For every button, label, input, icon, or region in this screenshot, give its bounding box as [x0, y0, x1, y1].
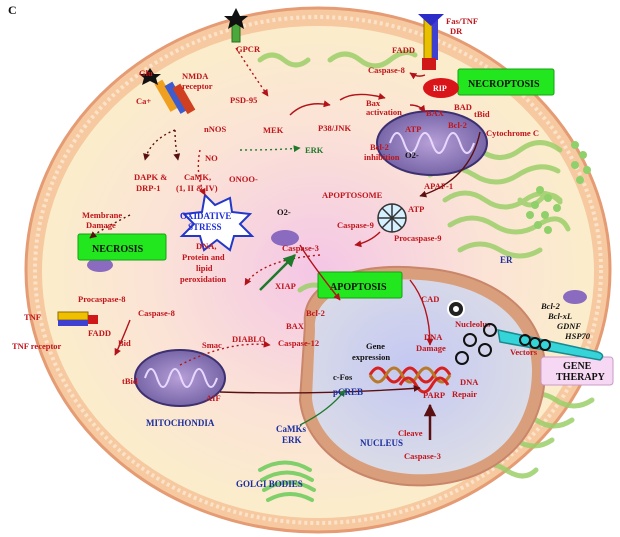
gdnf-gene-therapy: GDNF — [557, 321, 582, 331]
bcl2-inhibition-line1: Bcl-2 — [370, 142, 389, 152]
bclxl-gene-therapy: Bcl-xL — [548, 311, 573, 321]
fadd-top: FADD — [392, 45, 415, 55]
atp-top: ATP — [405, 124, 422, 134]
erk-mid-label: ERK — [305, 145, 324, 155]
bcl2-inhibition-line2: inhibition — [364, 152, 400, 162]
apaf1-label: APAF-1 — [424, 181, 454, 191]
bcl2-top: Bcl-2 — [448, 120, 467, 130]
xiap-label: XIAP — [275, 281, 296, 291]
mek-label: MEK — [263, 125, 284, 135]
caspase3-mid-label: Caspase-3 — [282, 243, 319, 253]
gene-expression-line2: expression — [352, 352, 391, 362]
atp-mid: ATP — [408, 204, 425, 214]
dna-repair-line2: Repair — [452, 389, 478, 399]
tnf-receptor-label: TNF receptor — [12, 341, 62, 351]
diablo-label: DIABLO — [232, 334, 266, 344]
necrosis-label: NECROSIS — [92, 244, 144, 255]
cleave-label: Cleave — [398, 428, 423, 438]
membrane-damage-line1: Membrane — [82, 210, 123, 220]
glu-label: Glu — [139, 68, 153, 78]
caspase8-top: Caspase-8 — [368, 65, 405, 75]
rip-label: RIP — [433, 84, 447, 93]
onoo-label: ONOO- — [229, 174, 258, 184]
bcl2-gene-therapy: Bcl-2 — [541, 301, 560, 311]
bax-low-label: BAX — [286, 321, 304, 331]
nucleolus — [448, 301, 464, 317]
small-mitochondrion — [563, 290, 587, 304]
nucleolus-label: Nucleolus — [455, 319, 491, 329]
camks-line2: ERK — [282, 435, 302, 445]
panel-label: C — [8, 3, 17, 17]
parp-label: PARP — [423, 390, 446, 400]
no-label: NO — [205, 153, 218, 163]
camk-line1: CaMK, — [184, 172, 212, 182]
tbid-top: tBid — [474, 109, 490, 119]
fas-tnf-line1: Fas/TNF — [446, 16, 479, 26]
psd95-label: PSD-95 — [230, 95, 258, 105]
er-label: ER — [500, 255, 513, 265]
gene-expression-line1: Gene — [366, 341, 385, 351]
dna-damage-left-line2: Protein and — [182, 252, 225, 262]
caspase3-low-label: Caspase-3 — [404, 451, 441, 461]
gene-therapy-line2: THERAPY — [556, 372, 605, 383]
bax-top: BAX — [426, 108, 444, 118]
dna-damage-left-line3: lipid — [196, 263, 213, 273]
cytochrome-c-label: Cytochrome C — [486, 128, 539, 138]
necroptosis-box — [458, 69, 554, 95]
procaspase9-label: Procaspase-9 — [394, 233, 442, 243]
necroptosis-label: NECROPTOSIS — [468, 79, 540, 90]
procaspase8-label: Procaspase-8 — [78, 294, 126, 304]
vectors-label: Vectors — [510, 347, 538, 357]
mitochondria-label: MITOCHONDIA — [146, 418, 215, 428]
apoptosome — [378, 204, 406, 232]
membrane-damage-line2: Damage — [86, 220, 116, 230]
dna-damage-nuc-line2: Damage — [416, 343, 446, 353]
dna-damage-left-line1: DNA, — [196, 241, 217, 251]
caspase12-label: Caspase-12 — [278, 338, 320, 348]
gpcr-label: GPCR — [236, 44, 261, 54]
bax-activation-line2: activation — [366, 107, 402, 117]
smac-label: Smac — [202, 340, 222, 350]
apoptosis-label: APOPTOSIS — [330, 282, 387, 293]
nnos-label: nNOS — [204, 124, 227, 134]
c-fos-label: c-Fos — [333, 372, 353, 382]
fadd-left-label: FADD — [88, 328, 111, 338]
o2-minus-mid: O2- — [277, 207, 291, 217]
dapk-line2: DRP-1 — [136, 183, 161, 193]
aif-label: AIF — [206, 393, 221, 403]
ca-label: Ca+ — [136, 96, 152, 106]
dna-damage-left-line4: peroxidation — [180, 274, 227, 284]
mitochondria-top — [377, 111, 487, 175]
camks-line1: CaMKs — [276, 424, 306, 434]
apoptosome-label: APOPTOSOME — [322, 190, 383, 200]
golgi-label: GOLGI BODIES — [236, 479, 303, 489]
bax-activation-line1: Bax — [366, 98, 381, 108]
oxidative-stress-line2: STRESS — [188, 222, 222, 232]
bid-label: Bid — [118, 338, 131, 348]
nucleus-label: NUCLEUS — [360, 438, 404, 448]
bad-label: BAD — [454, 102, 472, 112]
hsp70-gene-therapy: HSP70 — [565, 331, 591, 341]
gene-therapy-box — [541, 357, 613, 385]
camk-line2: (1, II & IV) — [176, 183, 218, 193]
nmda-line2: receptor — [182, 81, 213, 91]
oxidative-stress-line1: OXIDATIVE — [180, 211, 232, 221]
fas-tnf-line2: DR — [450, 26, 463, 36]
dna-repair-line1: DNA — [460, 377, 479, 387]
o2-minus-top: O2- — [405, 150, 419, 160]
dna-damage-nuc-line1: DNA — [424, 332, 443, 342]
p38-jnk-label: P38/JNK — [318, 123, 352, 133]
caspase8-left-label: Caspase-8 — [138, 308, 175, 318]
bcl2-low-label: Bcl-2 — [306, 308, 325, 318]
nmda-line1: NMDA — [182, 71, 209, 81]
cad-label: CAD — [421, 294, 440, 304]
tnf-label: TNF — [24, 312, 41, 322]
pcreb-label: pCREB — [333, 387, 364, 397]
tbid-left-label: tBid — [122, 376, 138, 386]
apoptosis-box — [318, 272, 402, 298]
dapk-line1: DAPK & — [134, 172, 168, 182]
caspase9-label: Caspase-9 — [337, 220, 374, 230]
gene-therapy-line1: GENE — [563, 361, 592, 372]
